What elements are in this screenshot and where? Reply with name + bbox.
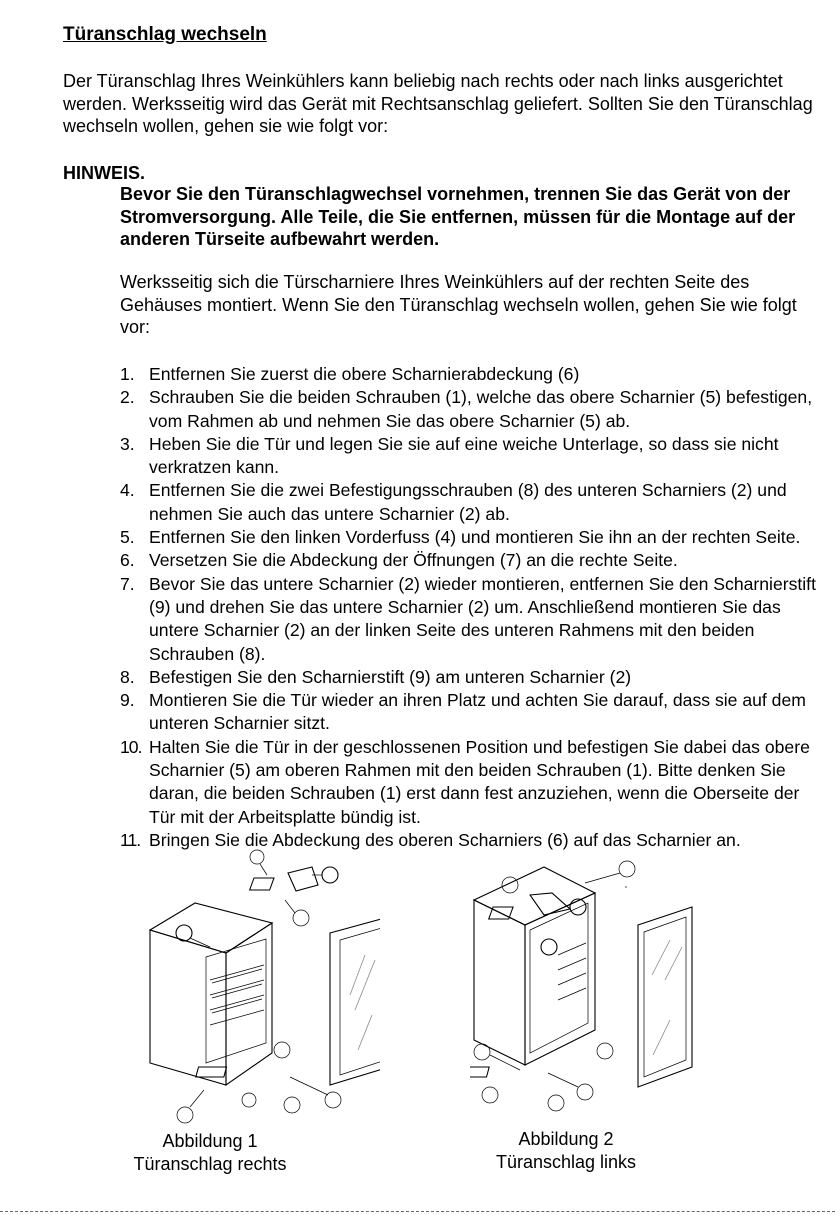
intro-paragraph: Der Türanschlag Ihres Weinkühlers kann beliebig nach rechts oder nach links ausgerichtet werden. Werksseitig wird das Gerät mit Rechtsanschlag geliefert. Sollten Sie den Türanschlag wechseln wollen, gehen sie wie folgt vor: xyxy=(63,71,813,136)
step-number: 4. xyxy=(120,480,135,501)
page-bottom-rule xyxy=(0,1211,835,1212)
step-item xyxy=(120,386,825,433)
step-text: Versetzen Sie die Abdeckung der Öffnungen (7) an die rechte Seite. xyxy=(149,550,678,571)
step-number: 6. xyxy=(120,550,135,571)
step-number: 10. xyxy=(120,736,142,757)
step-text: Schrauben Sie die beiden Schrauben (1), welche das obere Scharnier (5) befestigen, vom Rahmen ab und nehmen Sie das obere Scharnier (5) ab. xyxy=(149,387,813,431)
step-item xyxy=(120,433,825,480)
step-item xyxy=(120,479,825,526)
step-item xyxy=(120,666,825,689)
step-number: 5. xyxy=(120,527,135,548)
step-item xyxy=(120,689,825,736)
step-number: 11. xyxy=(120,829,141,850)
step-number: 1. xyxy=(120,364,135,384)
step-text: Bringen Sie die Abdeckung des oberen Scharniers (6) auf das Scharnier an. xyxy=(149,829,741,850)
figure-1-label: Abbildung 1 xyxy=(162,1131,258,1151)
figure-2-diagram xyxy=(470,855,720,1125)
factory-note: Werksseitig sich die Türscharniere Ihres Weinkühlers auf der rechten Seite des Gehäuses montiert. Wenn Sie den Türanschlag wechseln wollen, gehen Sie wie folgt vor: xyxy=(120,272,797,337)
step-text: Bevor Sie das untere Scharnier (2) wieder montieren, entfernen Sie den Scharnierstift (9) und drehen Sie das untere Scharnier (2) um. Anschließend montieren Sie das untere Scharnier (2) an der linken Seite des unteren Rahmens mit den beiden Schrauben (8). xyxy=(149,573,816,664)
step-item xyxy=(120,573,825,666)
step-number: 2. xyxy=(120,387,135,408)
step-item xyxy=(120,736,825,829)
step-text: Befestigen Sie den Scharnierstift (9) am unteren Scharnier (2) xyxy=(149,666,632,687)
figure-1-diagram xyxy=(140,845,380,1125)
step-item xyxy=(120,363,825,386)
step-item xyxy=(120,526,825,549)
step-text: Entfernen Sie zuerst die obere Scharnierabdeckung (6) xyxy=(149,364,580,384)
figure-1-caption xyxy=(110,1130,310,1176)
step-text: Montieren Sie die Tür wieder an ihren Platz und achten Sie darauf, dass sie auf dem unteren Scharnier sitzt. xyxy=(149,690,806,734)
step-text: Heben Sie die Tür und legen Sie sie auf eine weiche Unterlage, so dass sie nicht verkratzen kann. xyxy=(149,433,779,478)
step-number: 7. xyxy=(120,573,135,594)
instruction-steps xyxy=(120,363,825,852)
step-number: 3. xyxy=(120,433,135,454)
step-item xyxy=(120,549,825,572)
notice-text: Bevor Sie den Türanschlagwechsel vornehmen, trennen Sie das Gerät von der Stromversorgung. Alle Teile, die Sie entfernen, müssen für die Montage auf der anderen Türseite aufbewahrt werden. xyxy=(120,184,796,249)
notice-heading: HINWEIS. xyxy=(63,163,146,183)
figure-2-sublabel: Türanschlag links xyxy=(495,1152,637,1172)
figure-2-label: Abbildung 2 xyxy=(518,1129,614,1149)
figure-1-sublabel: Türanschlag rechts xyxy=(133,1154,287,1174)
step-text: Entfernen Sie die zwei Befestigungsschrauben (8) des unteren Scharniers (2) und nehmen Sie auch das untere Scharnier (2) ab. xyxy=(149,480,787,524)
page-title: Türanschlag wechseln xyxy=(63,24,267,45)
figure-2-caption xyxy=(466,1128,666,1174)
step-number: 8. xyxy=(120,666,135,687)
step-text: Entfernen Sie den linken Vorderfuss (4) und montieren Sie ihn an der rechten Seite. xyxy=(149,527,801,548)
step-text: Halten Sie die Tür in der geschlossenen Position und befestigen Sie dabei das obere Scharnier (5) am oberen Rahmen mit den beiden Schrauben (1). Bitte denken Sie daran, die beiden Schrauben (1) erst dann fest anzuziehen, wenn die Oberseite der Tür mit der Arbeitsplatte bündig ist. xyxy=(149,736,810,827)
step-number: 9. xyxy=(120,690,135,711)
